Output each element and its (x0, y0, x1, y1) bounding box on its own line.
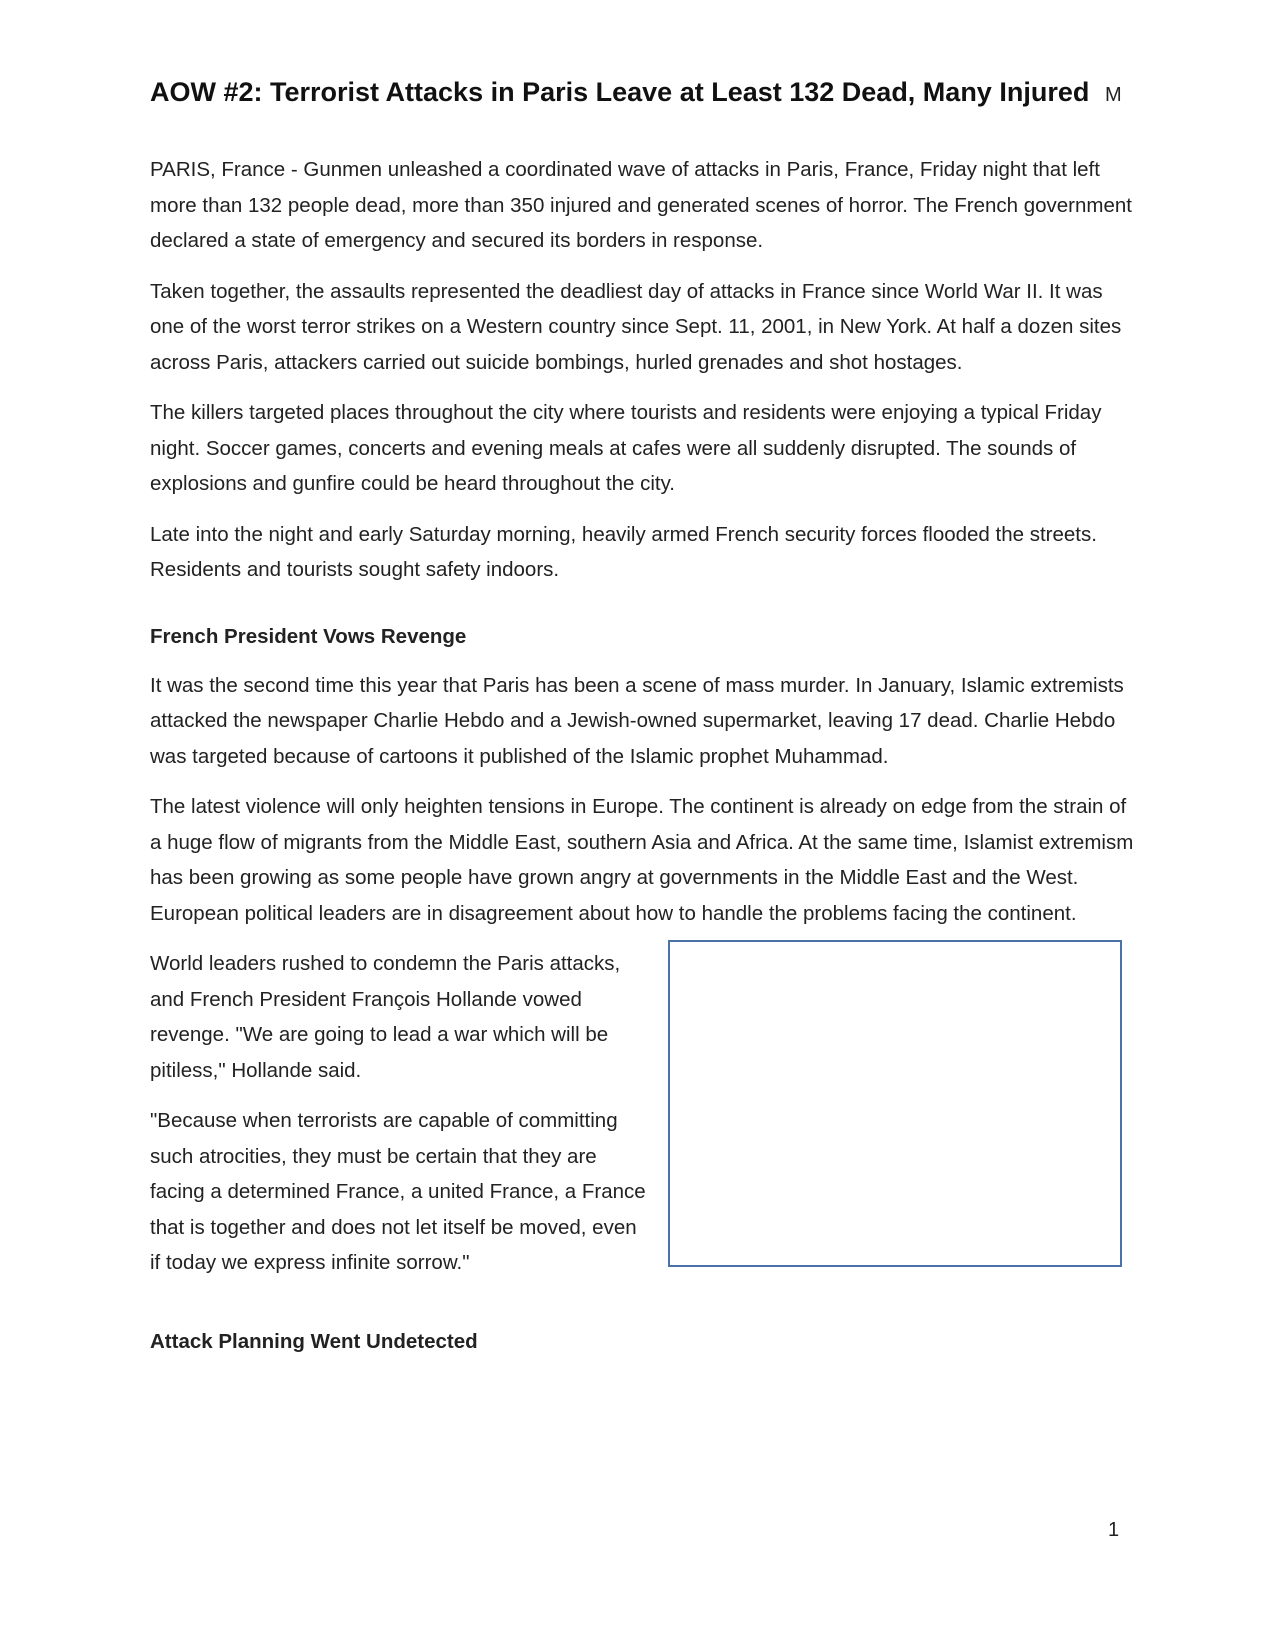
paragraph-intro-2: Taken together, the assaults represented the deadliest day of attacks in France since World War II. It was one of the worst terror strikes on a Western country since Sept. 11, 2001, in New York. At half a dozen sites across Paris, attackers carried out suicide bombings, hurled grenades and shot hostages. (150, 279, 1122, 374)
paragraph-section1-2: The latest violence will only heighten tensions in Europe. The continent is already on edge from the strain of a huge flow of migrants from the Middle East, southern Asia and Africa. At the same time, Islamist extremism has been growing as some people have grown angry at governments in the Middle East and the West. European political leaders are in disagreement about how to handle the problems facing the continent. (150, 795, 1134, 925)
article-body (150, 152, 1140, 1373)
subheading-president-vows-revenge: French President Vows Revenge (150, 624, 467, 648)
paragraph-section1-1: It was the second time this year that Paris has been a scene of mass murder. In January, Islamic extremists attacked the newspaper Charlie Hebdo and a Jewish-owned supermarket, leaving 17 dead. Charlie Hebdo was targeted because of cartoons it published of the Islamic prophet Muhammad. (150, 673, 1124, 768)
article-title: AOW #2: Terrorist Attacks in Paris Leave at Least 132 Dead, Many Injured (150, 77, 1090, 107)
paragraph-intro-1: PARIS, France - Gunmen unleashed a coordinated wave of attacks in Paris, France, Friday night that left more than 132 people dead, more than 350 injured and generated scenes of horror. The French government declared a state of emergency and secured its borders in response. (150, 158, 1132, 252)
image-placeholder-frame (668, 940, 1122, 1267)
text-with-image-section (150, 946, 1140, 1308)
wrapped-text-column (150, 946, 650, 1296)
subheading-attack-planning: Attack Planning Went Undetected (150, 1330, 478, 1353)
header-corner-mark: M (1105, 84, 1122, 106)
paragraph-intro-3: The killers targeted places throughout the city where tourists and residents were enjoying a typical Friday night. Soccer games, concerts and evening meals at cafes were all suddenly disrupted. The sounds of explosions and gunfire could be heard throughout the city. (150, 401, 1102, 495)
page-number: 1 (1108, 1519, 1120, 1541)
paragraph-world-leaders: World leaders rushed to condemn the Paris attacks, and French President François Hollande vowed revenge. "We are going to lead a war which will be pitiless," Hollande said. (150, 952, 621, 1082)
paragraph-hollande-quote: "Because when terrorists are capable of committing such atrocities, they must be certain that they are facing a determined France, a united France, a France that is together and does not let itself be moved, even if today we express infinite sorrow." (150, 1109, 646, 1274)
paragraph-intro-4: Late into the night and early Saturday morning, heavily armed French security forces flooded the streets. Residents and tourists sought safety indoors. (150, 522, 1097, 581)
